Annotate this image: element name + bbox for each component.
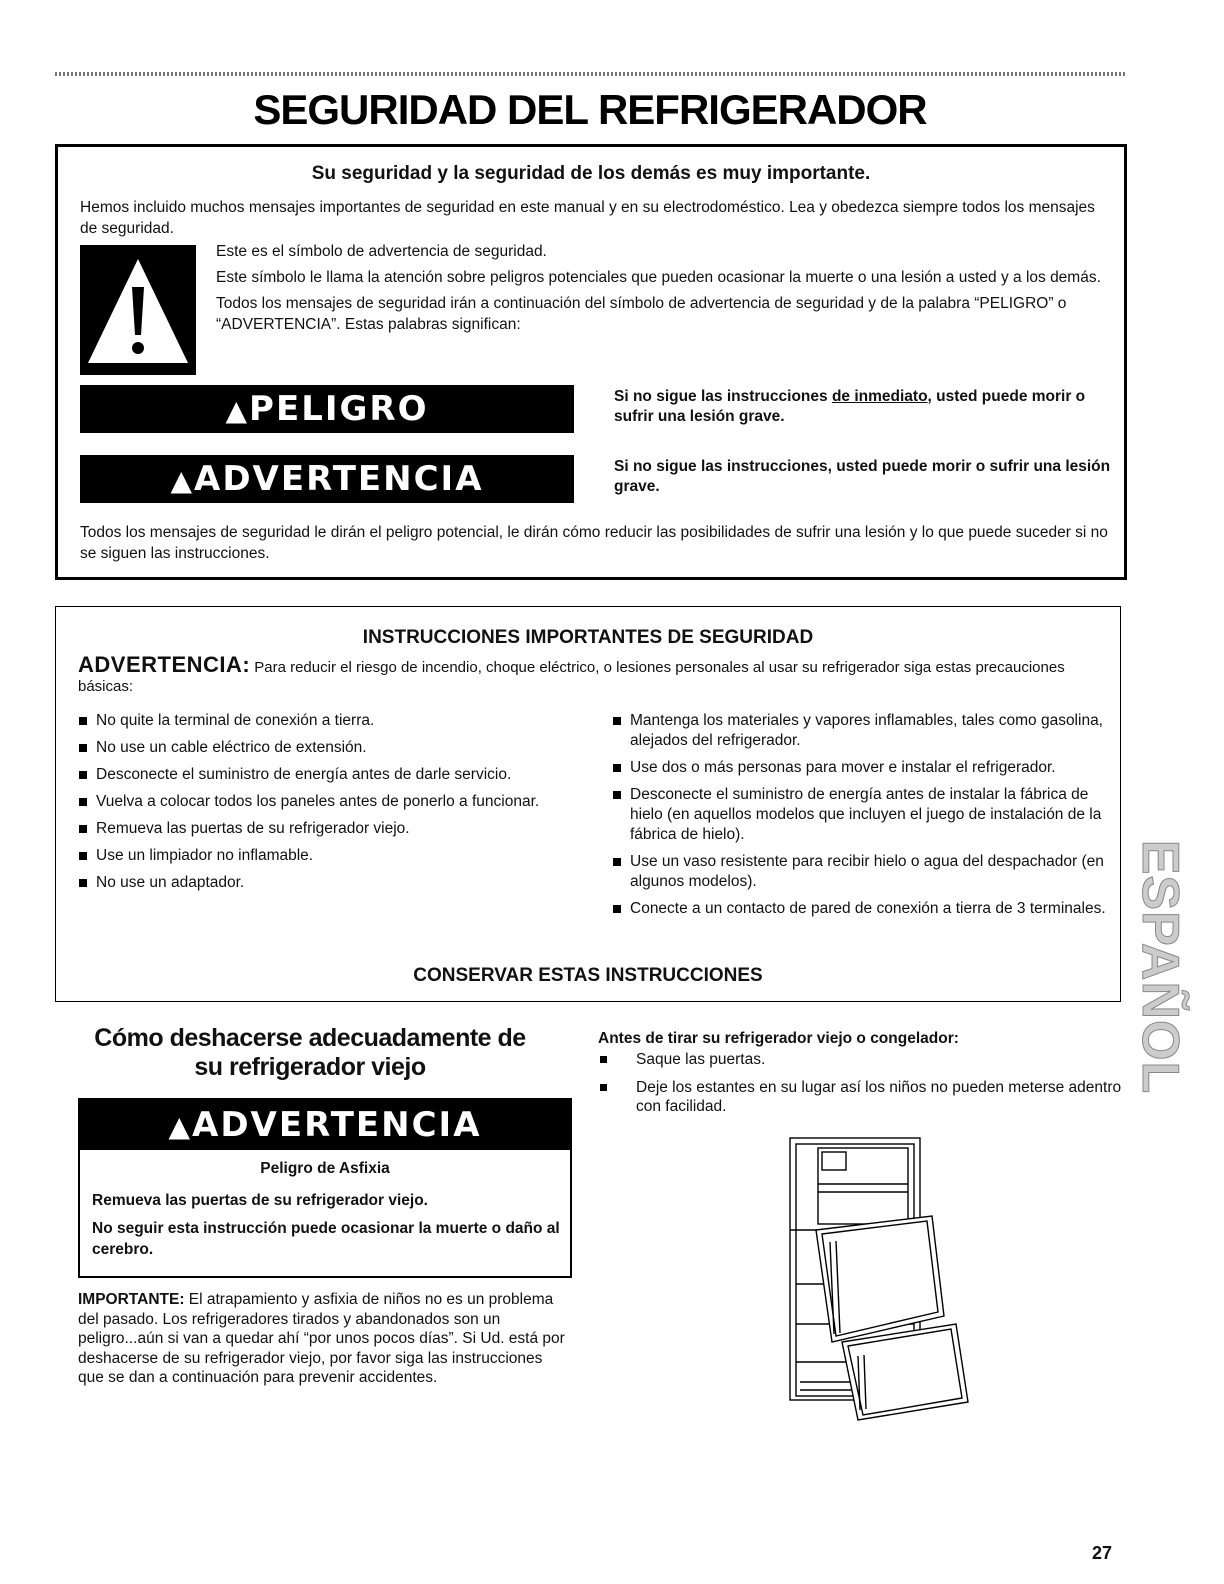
before-disposal-list [598,1050,1123,1125]
advertencia-label: ADVERTENCIA [194,459,484,499]
warning-triangle-icon: ▲ [225,394,248,427]
safety-intro: Hemos incluido muchos mensajes importantes de seguridad en este manual y en su electrodoméstico. Lea y obedezca siempre todos los mensajes de seguridad. [80,199,1095,237]
list-item: No quite la terminal de conexión a tierra. [78,711,588,731]
list-item: Mantenga los materiales y vapores inflamables, tales como gasolina, alejados del refrigerador. [612,711,1112,751]
instructions-warning [78,652,1098,696]
safety-footer: Todos los mensajes de seguridad le dirán el peligro potencial, le dirán cómo reducir las posibilidades de sufrir una lesión y lo que puede suceder si no se siguen las instrucciones. [80,524,1108,562]
hazard-instruction: Remueva las puertas de su refrigerador viejo. [92,1192,428,1209]
list-item: No use un cable eléctrico de extensión. [78,738,588,758]
list-item: Desconecte el suministro de energía antes de instalar la fábrica de hielo (en aquellos modelos que incluyen el juego de instalación de la fábrica de hielo). [612,785,1112,845]
page-number: 27 [1092,1543,1113,1563]
list-item: No use un adaptador. [78,873,588,893]
list-item: Use un vaso resistente para recibir hielo o agua del despachador (en algunos modelos). [612,852,1112,892]
peligro-desc-part-a: Si no sigue las instrucciones [614,388,832,405]
list-item: Vuelva a colocar todos los paneles antes de ponerlo a funcionar. [78,792,588,812]
safety-info-box [55,144,1127,580]
warning-triangle-icon: ▲ [170,464,192,497]
list-item: Deje los estantes en su lugar así los niños no pueden meterse adentro con facilidad. [598,1078,1123,1117]
list-item: Use dos o más personas para mover e instalar el refrigerador. [612,758,1112,778]
list-item: Desconecte el suministro de energía antes de darle servicio. [78,765,588,785]
peligro-signal-bar [80,385,574,433]
symbol-explanation [216,241,1116,340]
importante-paragraph [78,1290,568,1388]
safety-heading: Su seguridad y la seguridad de los demás es muy importante. [311,163,871,184]
advertencia-signal-bar [80,455,574,503]
list-item: Saque las puertas. [598,1050,1123,1070]
advertencia-label: ADVERTENCIA [192,1105,482,1145]
instructions-list-left [78,711,588,900]
list-item: Use un limpiador no inflamable. [78,846,588,866]
disposal-title-line-1: Cómo deshacerse adecuadamente de [94,1024,526,1052]
peligro-label: PELIGRO [249,389,429,429]
hazard-name: Peligro de Asfixia [260,1160,390,1177]
list-item: Remueva las puertas de su refrigerador viejo. [78,819,588,839]
refrigerator-doors-removed-illustration [786,1134,982,1424]
asphyxia-warning-box [78,1098,572,1278]
symbol-line-3: Todos los mensajes de seguridad irán a continuación del símbolo de advertencia de seguridad y de la palabra “PELIGRO” o “ADVERTENCIA”. Estas palabras significan: [216,295,1067,333]
warning-triangle-icon: ▲ [168,1110,190,1143]
advertencia-signal-bar [80,1100,570,1150]
peligro-desc-underline: de inmediato [831,388,928,405]
list-item: Conecte a un contacto de pared de conexión a tierra de 3 terminales. [612,899,1112,919]
symbol-line-1: Este es el símbolo de advertencia de seguridad. [216,243,547,260]
symbol-line-2: Este símbolo le llama la atención sobre peligros potenciales que pueden ocasionar la muerte o una lesión a usted y a los demás. [216,269,1101,286]
save-instructions-heading: CONSERVAR ESTAS INSTRUCCIONES [413,965,763,986]
top-rule [55,72,1127,76]
peligro-desc-part-b: , usted puede morir o sufrir una lesión grave. [614,388,1086,425]
instructions-warning-text: Para reducir el riesgo de incendio, choque eléctrico, o lesiones personales al usar su refrigerador siga estas precauciones básicas: [78,659,1065,695]
instructions-list-right [612,711,1112,926]
language-side-tab [1131,814,1189,1120]
disposal-title-line-2: su refrigerador viejo [194,1053,426,1081]
importante-text: El atrapamiento y asfixia de niños no es un problema del pasado. Los refrigeradores tirados y abandonados son un peligro...aún si van a quedar ahí “por unos pocos días”. Si Ud. está por deshacerse de su refrigerador viejo, por favor siga las instrucciones que se dan a continuación para prevenir accidentes. [78,1291,565,1386]
instructions-warning-label: ADVERTENCIA: [78,652,251,677]
hazard-consequence: No seguir esta instrucción puede ocasionar la muerte o daño al cerebro. [92,1220,560,1258]
disposal-section-title [70,1024,550,1082]
instructions-heading: INSTRUCCIONES IMPORTANTES DE SEGURIDAD [362,627,814,648]
page-title: SEGURIDAD DEL REFRIGERADOR [253,86,927,133]
importante-label: IMPORTANTE: [78,1291,185,1308]
advertencia-description: Si no sigue las instrucciones, usted puede morir o sufrir una lesión grave. [614,458,1111,495]
before-disposal-title: Antes de tirar su refrigerador viejo o congelador: [598,1030,959,1047]
language-tab-label: ESPAÑOL [1131,839,1189,1095]
peligro-description [614,387,1114,427]
safety-alert-icon [80,245,196,375]
important-instructions-box [55,606,1121,1002]
